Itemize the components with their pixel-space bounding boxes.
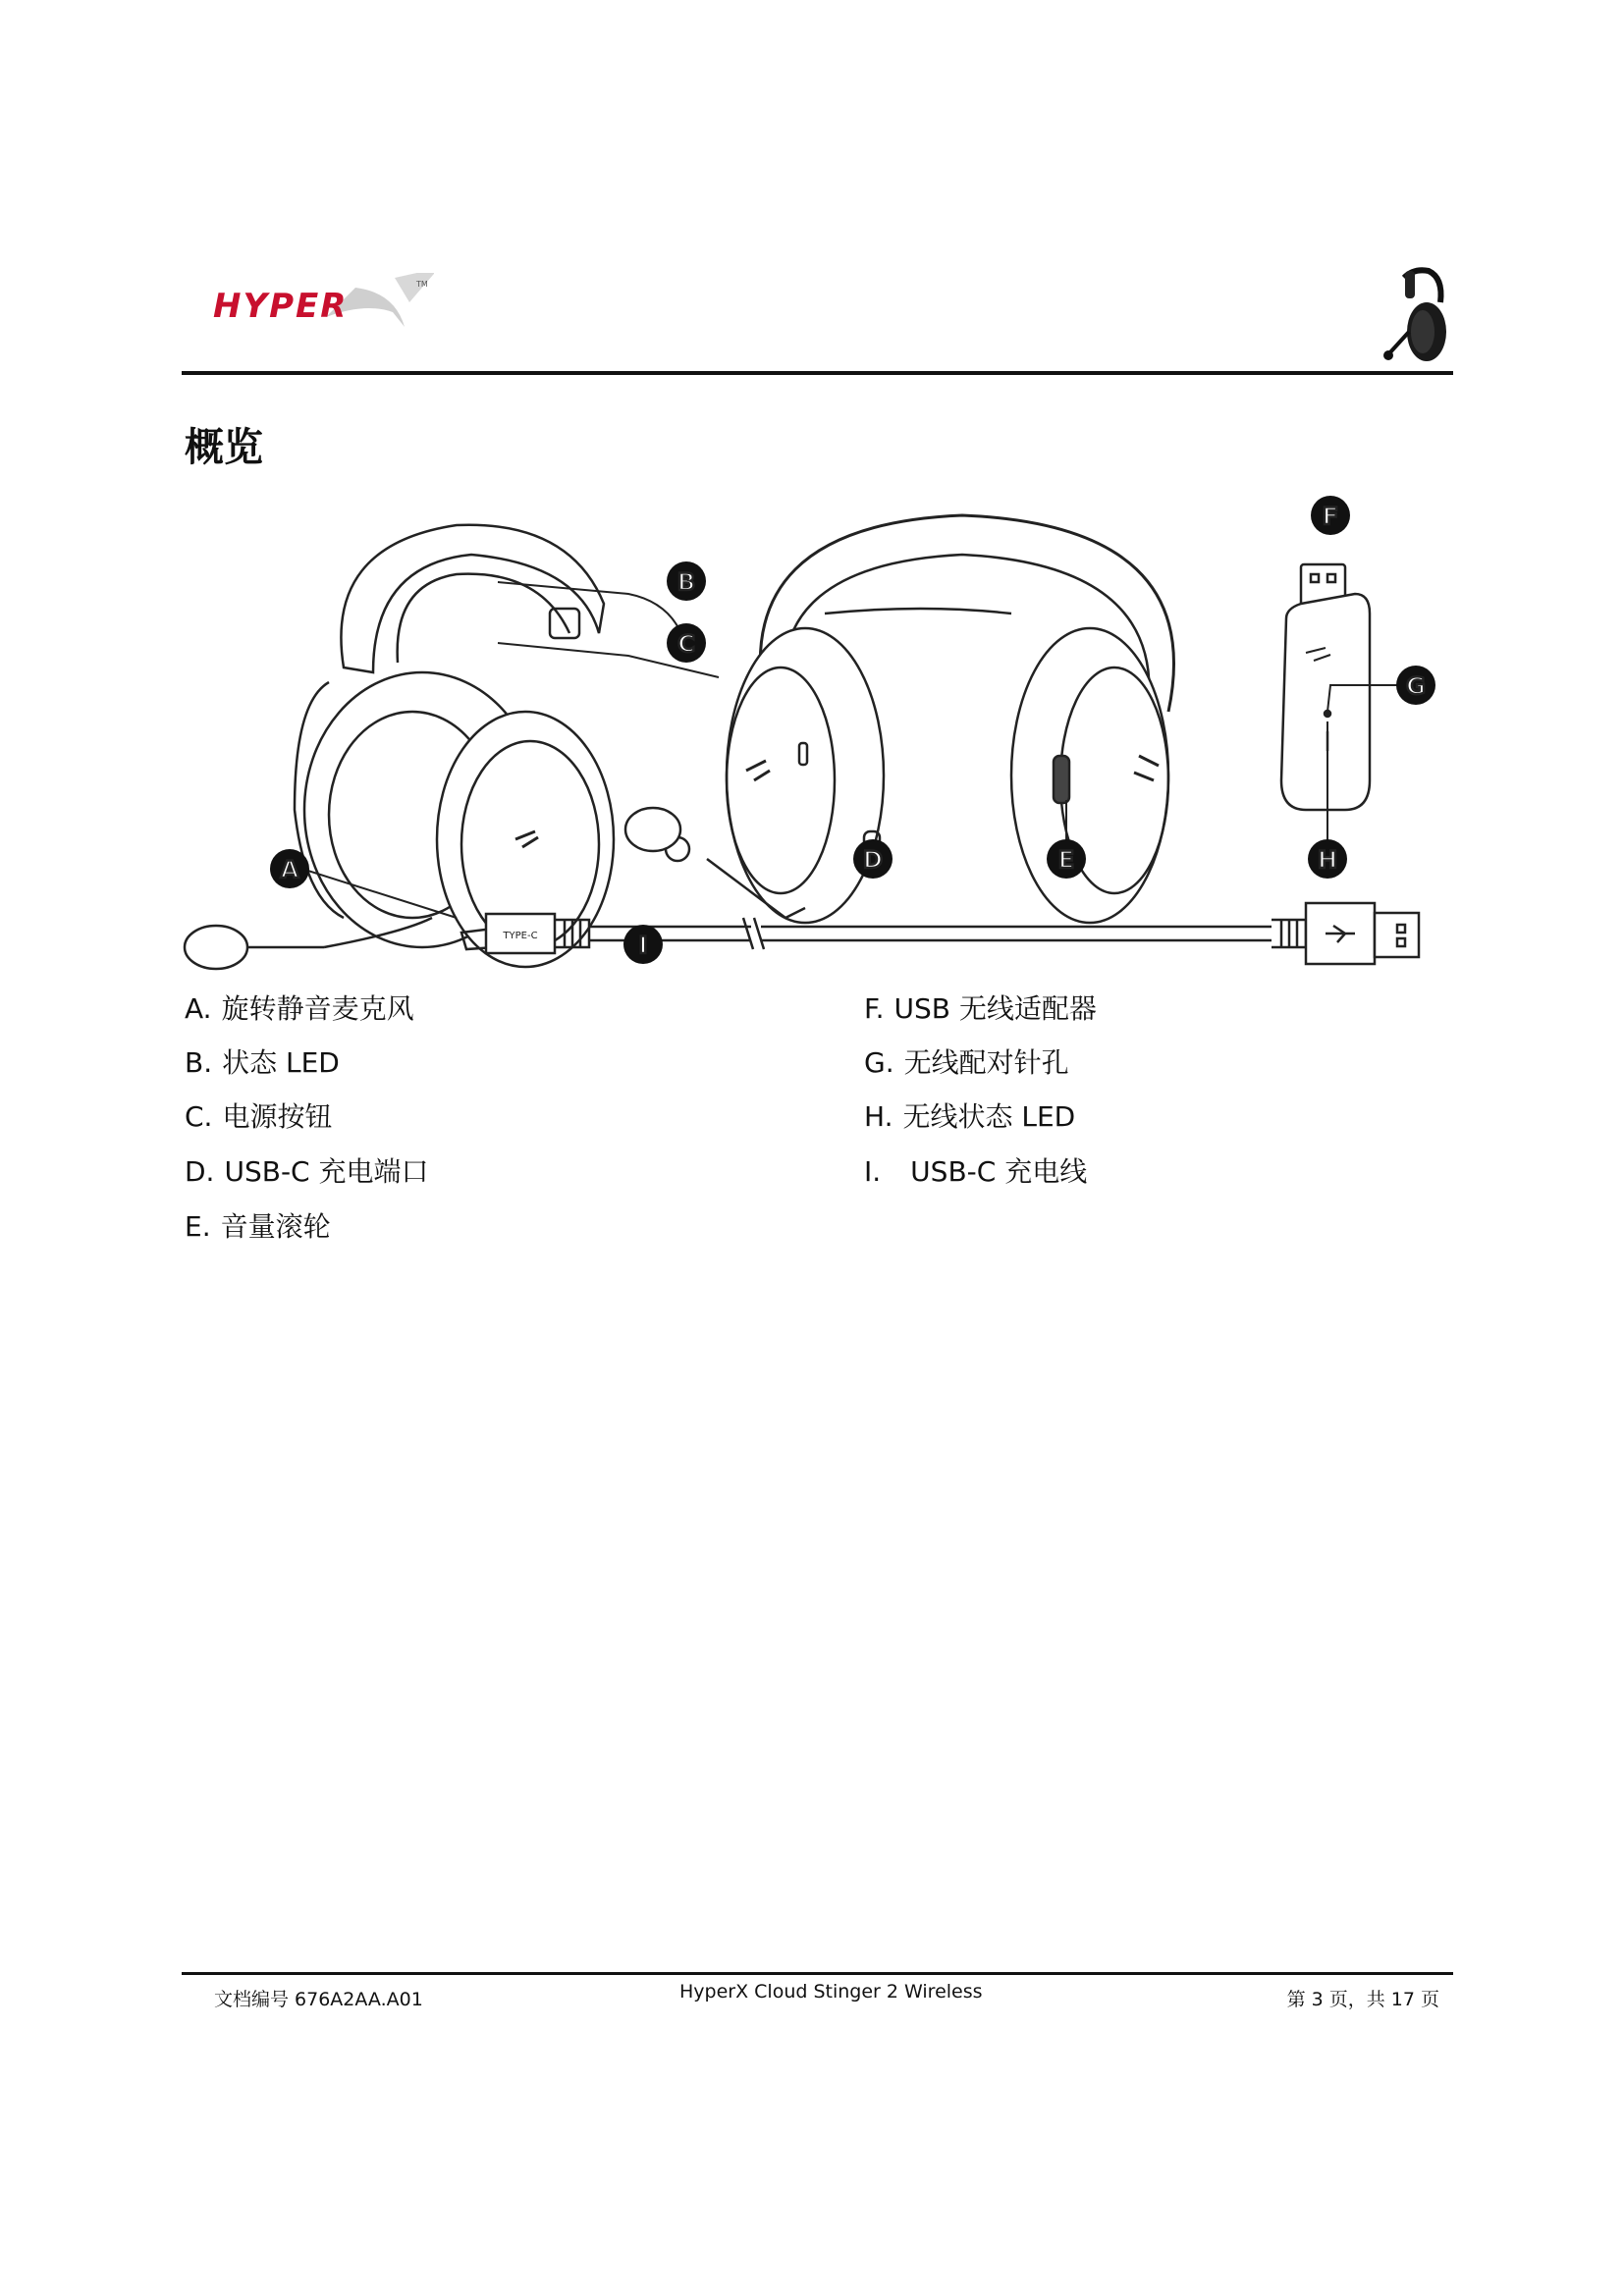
page-title: 概览: [185, 425, 263, 470]
svg-text:C: C: [677, 630, 695, 658]
legend-item-i: I. USB-C 充电线: [864, 1155, 1088, 1188]
legend-item-h: H. 无线状态 LED: [864, 1100, 1076, 1133]
footer-doc-number: 文档编号 676A2AA.A01: [214, 1989, 423, 2010]
callout-d: [853, 839, 893, 879]
svg-text:E: E: [1057, 846, 1075, 874]
footer-page-info: 第 3 页，共 17 页: [1286, 1989, 1439, 2010]
svg-text:F: F: [1322, 503, 1339, 530]
cable-connector-label: TYPE-C: [503, 931, 538, 941]
footer-product-name: HyperX Cloud Stinger 2 Wireless: [679, 1981, 983, 2002]
legend-item-a: A. 旋转静音麦克风: [185, 992, 414, 1025]
callout-e: [1047, 839, 1086, 879]
headset-thumbnail-icon: [1380, 263, 1448, 366]
callout-b: [667, 561, 706, 601]
svg-text:HYPER: HYPER: [213, 287, 349, 326]
usb-wireless-adapter: [1281, 564, 1370, 810]
headset-front-view: [625, 515, 1174, 923]
header-divider: [182, 371, 1453, 375]
legend-item-d: D. USB-C 充电端口: [185, 1155, 429, 1188]
callout-a: [270, 849, 309, 888]
legend-item-g: G. 无线配对针孔: [864, 1046, 1069, 1079]
svg-text:H: H: [1317, 846, 1338, 874]
product-overview-diagram: [177, 486, 1453, 987]
svg-text:TM: TM: [416, 280, 428, 289]
headset-side-view: [185, 525, 614, 969]
callout-f: [1311, 496, 1350, 535]
usb-c-charging-cable: [486, 903, 1419, 964]
svg-text:I: I: [638, 932, 648, 959]
callout-i: [623, 925, 663, 964]
hyperx-logo: [208, 273, 434, 351]
svg-text:B: B: [677, 568, 696, 596]
legend-item-b: B. 状态 LED: [185, 1046, 340, 1079]
svg-text:G: G: [1406, 672, 1426, 700]
callout-h: [1308, 839, 1347, 879]
callout-c: [667, 623, 706, 663]
legend-item-e: E. 音量滚轮: [185, 1210, 331, 1243]
svg-text:D: D: [863, 846, 883, 874]
legend-item-c: C. 电源按钮: [185, 1100, 333, 1133]
svg-text:A: A: [280, 856, 299, 883]
legend-item-f: F. USB 无线适配器: [864, 992, 1097, 1025]
callout-g: [1396, 666, 1435, 705]
footer-divider: [182, 1972, 1453, 1975]
